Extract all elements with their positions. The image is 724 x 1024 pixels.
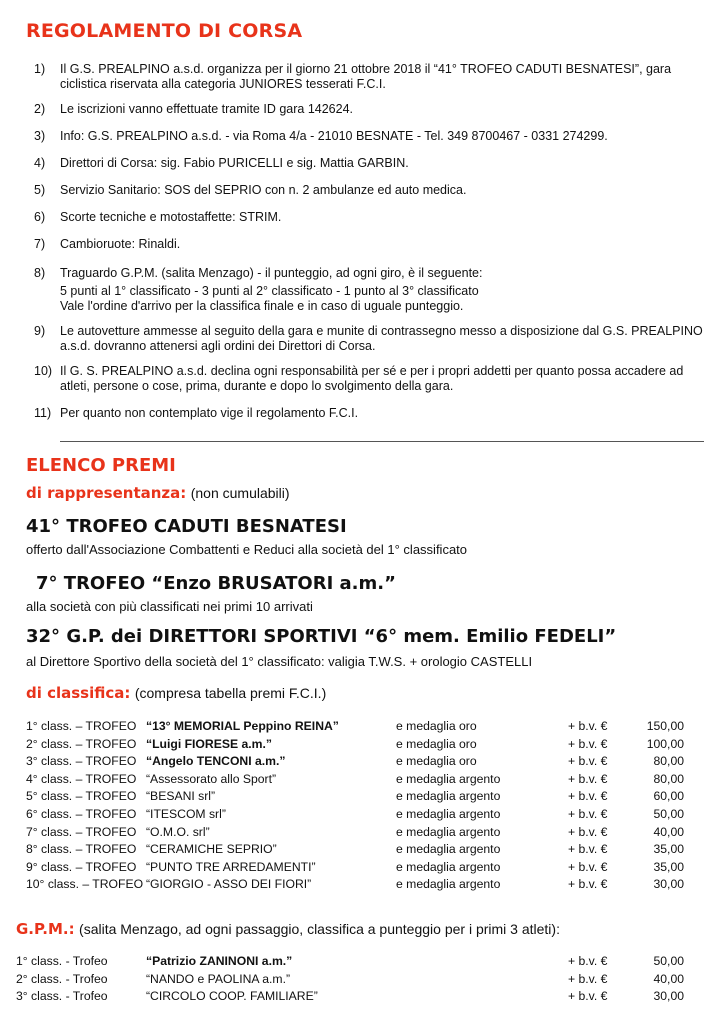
- trophy-description: alla società con più classificati nei primi 10 arrivati: [26, 599, 313, 614]
- trophy-name-cell: “13° MEMORIAL Peppino REINA”: [146, 719, 339, 733]
- trophy-name-cell: “Luigi FIORESE a.m.”: [146, 736, 272, 751]
- rule-number: 3): [34, 129, 46, 143]
- bv-cell: + b.v. €: [568, 719, 608, 733]
- ranking-note: (compresa tabella premi F.C.I.): [134, 685, 327, 701]
- rule-item: [34, 266, 714, 314]
- trophy-description: al Direttore Sportivo della società del 1° classificato: valigia T.W.S. + orologio CASTELLI: [26, 654, 533, 669]
- bv-cell: + b.v. €: [568, 754, 608, 769]
- bv-cell: + b.v. €: [568, 989, 608, 1004]
- rule-number: 9): [34, 324, 46, 338]
- trophy-name-cell: “CIRCOLO COOP. FAMILIARE”: [146, 989, 318, 1004]
- rule-item: [34, 406, 714, 421]
- rule-item: [34, 102, 714, 117]
- ranking-subheading: [26, 684, 326, 702]
- bv-cell: + b.v. €: [568, 859, 608, 874]
- rule-text: Il G.S. PREALPINO a.s.d. organizza per il giorno 21 ottobre 2018 il “41° TROFEO CADUTI BESNATESI”, gara ciclistica riservata alla categoria JUNIORES tesserati F.C.I.: [60, 62, 672, 91]
- trophy-name-cell: “Angelo TENCONI a.m.”: [146, 754, 286, 769]
- rule-number: 8): [34, 266, 46, 280]
- amount-cell: 50,00: [653, 954, 684, 968]
- class-cell: 10° class. – TROFEO: [26, 877, 144, 892]
- rule-item: [34, 237, 714, 252]
- rule-number: 11): [34, 406, 52, 420]
- amount-cell: 30,00: [653, 989, 684, 1004]
- gpm-label: G.P.M.:: [16, 920, 75, 938]
- trophy-name-cell: “CERAMICHE SEPRIO”: [146, 842, 277, 857]
- class-cell: 3° class. - Trofeo: [16, 989, 108, 1004]
- bv-cell: + b.v. €: [568, 771, 608, 786]
- trophy-title: 7° TROFEO “Enzo BRUSATORI a.m.”: [36, 573, 396, 594]
- trophy-name-cell: “NANDO e PAOLINA a.m.”: [146, 971, 291, 986]
- rule-detail-line: Vale l'ordine d'arrivo per la classifica finale e in caso di uguale punteggio.: [60, 299, 464, 313]
- medal-cell: e medaglia argento: [396, 877, 501, 892]
- representation-subheading: [26, 484, 290, 502]
- trophy-title: 32° G.P. dei DIRETTORI SPORTIVI “6° mem. Emilio FEDELI”: [26, 626, 617, 647]
- medal-cell: e medaglia oro: [396, 719, 477, 733]
- rule-text: Per quanto non contemplato vige il regolamento F.C.I.: [60, 406, 359, 420]
- class-cell: 6° class. – TROFEO: [26, 806, 137, 821]
- ranking-label: di classifica:: [26, 684, 131, 702]
- bv-cell: + b.v. €: [568, 842, 608, 857]
- rule-details: [60, 281, 714, 314]
- amount-cell: 40,00: [653, 971, 684, 986]
- class-cell: 1° class. – TROFEO: [26, 719, 137, 733]
- rule-text: Direttori di Corsa: sig. Fabio PURICELLI e sig. Mattia GARBIN.: [60, 156, 409, 170]
- trophy-name-cell: “BESANI srl”: [146, 789, 216, 804]
- medal-cell: e medaglia argento: [396, 771, 501, 786]
- gpm-note: (salita Menzago, ad ogni passaggio, classifica a punteggio per i primi 3 atleti):: [79, 921, 560, 937]
- class-cell: 7° class. – TROFEO: [26, 824, 137, 839]
- rule-number: 1): [34, 62, 46, 76]
- rule-text: Le iscrizioni vanno effettuate tramite ID gara 142624.: [60, 102, 353, 116]
- rule-number: 5): [34, 183, 46, 197]
- class-cell: 5° class. – TROFEO: [26, 789, 137, 804]
- rules-list: [34, 62, 714, 421]
- medal-cell: e medaglia argento: [396, 789, 501, 804]
- section-divider: [60, 441, 704, 442]
- rule-item: [34, 62, 714, 92]
- trophy-name-cell: “PUNTO TRE ARREDAMENTI”: [146, 859, 316, 874]
- amount-cell: 40,00: [653, 824, 684, 839]
- rule-text: Traguardo G.P.M. (salita Menzago) - il punteggio, ad ogni giro, è il seguente:: [60, 266, 483, 280]
- class-cell: 1° class. - Trofeo: [16, 954, 108, 968]
- bv-cell: + b.v. €: [568, 877, 608, 892]
- class-cell: 2° class. – TROFEO: [26, 736, 137, 751]
- rule-detail-line: 5 punti al 1° classificato - 3 punti al 2° classificato - 1 punto al 3° classificato: [60, 284, 479, 298]
- rule-number: 2): [34, 102, 46, 116]
- rule-number: 4): [34, 156, 46, 170]
- rule-item: [34, 183, 714, 198]
- rule-item: [34, 364, 714, 394]
- amount-cell: 150,00: [646, 719, 684, 733]
- class-cell: 8° class. – TROFEO: [26, 842, 137, 857]
- bv-cell: + b.v. €: [568, 736, 608, 751]
- amount-cell: 35,00: [653, 859, 684, 874]
- rule-text: Cambioruote: Rinaldi.: [60, 237, 181, 251]
- amount-cell: 80,00: [653, 771, 684, 786]
- rule-text: Info: G.S. PREALPINO a.s.d. - via Roma 4/a - 21010 BESNATE - Tel. 349 8700467 - 0331 274299.: [60, 129, 608, 143]
- page-title: REGOLAMENTO DI CORSA: [26, 20, 303, 42]
- rule-text: Il G. S. PREALPINO a.s.d. declina ogni responsabilità per sé e per i propri addetti per quanto possa accadere ad atleti, persone o cose, prima, durante e dopo lo svolgimento della gara.: [60, 364, 684, 393]
- bv-cell: + b.v. €: [568, 789, 608, 804]
- trophy-name-cell: “O.M.O. srl”: [146, 824, 210, 839]
- bv-cell: + b.v. €: [568, 806, 608, 821]
- amount-cell: 80,00: [653, 754, 684, 769]
- class-cell: 4° class. – TROFEO: [26, 771, 137, 786]
- prizes-heading: ELENCO PREMI: [26, 455, 176, 476]
- rule-item: [34, 129, 714, 144]
- bv-cell: + b.v. €: [568, 971, 608, 986]
- trophy-name-cell: “Assessorato allo Sport”: [146, 771, 277, 786]
- amount-cell: 35,00: [653, 842, 684, 857]
- medal-cell: e medaglia argento: [396, 806, 501, 821]
- medal-cell: e medaglia oro: [396, 736, 477, 751]
- medal-cell: e medaglia argento: [396, 859, 501, 874]
- trophy-name-cell: “Patrizio ZANINONI a.m.”: [146, 954, 293, 968]
- trophy-description: offerto dall'Associazione Combattenti e Reduci alla società del 1° classificato: [26, 542, 468, 557]
- trophy-title: 41° TROFEO CADUTI BESNATESI: [26, 516, 347, 537]
- trophy-name-cell: “GIORGIO - ASSO DEI FIORI”: [146, 877, 312, 892]
- trophy-name-cell: “ITESCOM srl”: [146, 806, 226, 821]
- gpm-subheading: [16, 920, 560, 938]
- rule-text: Scorte tecniche e motostaffette: STRIM.: [60, 210, 282, 224]
- medal-cell: e medaglia argento: [396, 824, 501, 839]
- amount-cell: 50,00: [653, 806, 684, 821]
- representation-note: (non cumulabili): [190, 485, 290, 501]
- rule-text: Servizio Sanitario: SOS del SEPRIO con n. 2 ambulanze ed auto medica.: [60, 183, 467, 197]
- rule-text: Le autovetture ammesse al seguito della gara e munite di contrassegno messo a disposizione dal G.S. PREALPINO a.s.d. dovranno attenersi agli ordini dei Direttori di Corsa.: [60, 324, 703, 353]
- amount-cell: 100,00: [646, 736, 684, 751]
- rule-number: 6): [34, 210, 46, 224]
- class-cell: 9° class. – TROFEO: [26, 859, 137, 874]
- rule-number: 7): [34, 237, 46, 251]
- representation-label: di rappresentanza:: [26, 484, 187, 502]
- rule-item: [34, 324, 714, 354]
- bv-cell: + b.v. €: [568, 954, 608, 968]
- medal-cell: e medaglia oro: [396, 754, 477, 769]
- rule-number: 10): [34, 364, 53, 378]
- amount-cell: 60,00: [653, 789, 684, 804]
- bv-cell: + b.v. €: [568, 824, 608, 839]
- amount-cell: 30,00: [653, 877, 684, 892]
- class-cell: 2° class. - Trofeo: [16, 971, 108, 986]
- rule-item: [34, 210, 714, 225]
- class-cell: 3° class. – TROFEO: [26, 754, 137, 769]
- medal-cell: e medaglia argento: [396, 842, 501, 857]
- rule-item: [34, 156, 714, 171]
